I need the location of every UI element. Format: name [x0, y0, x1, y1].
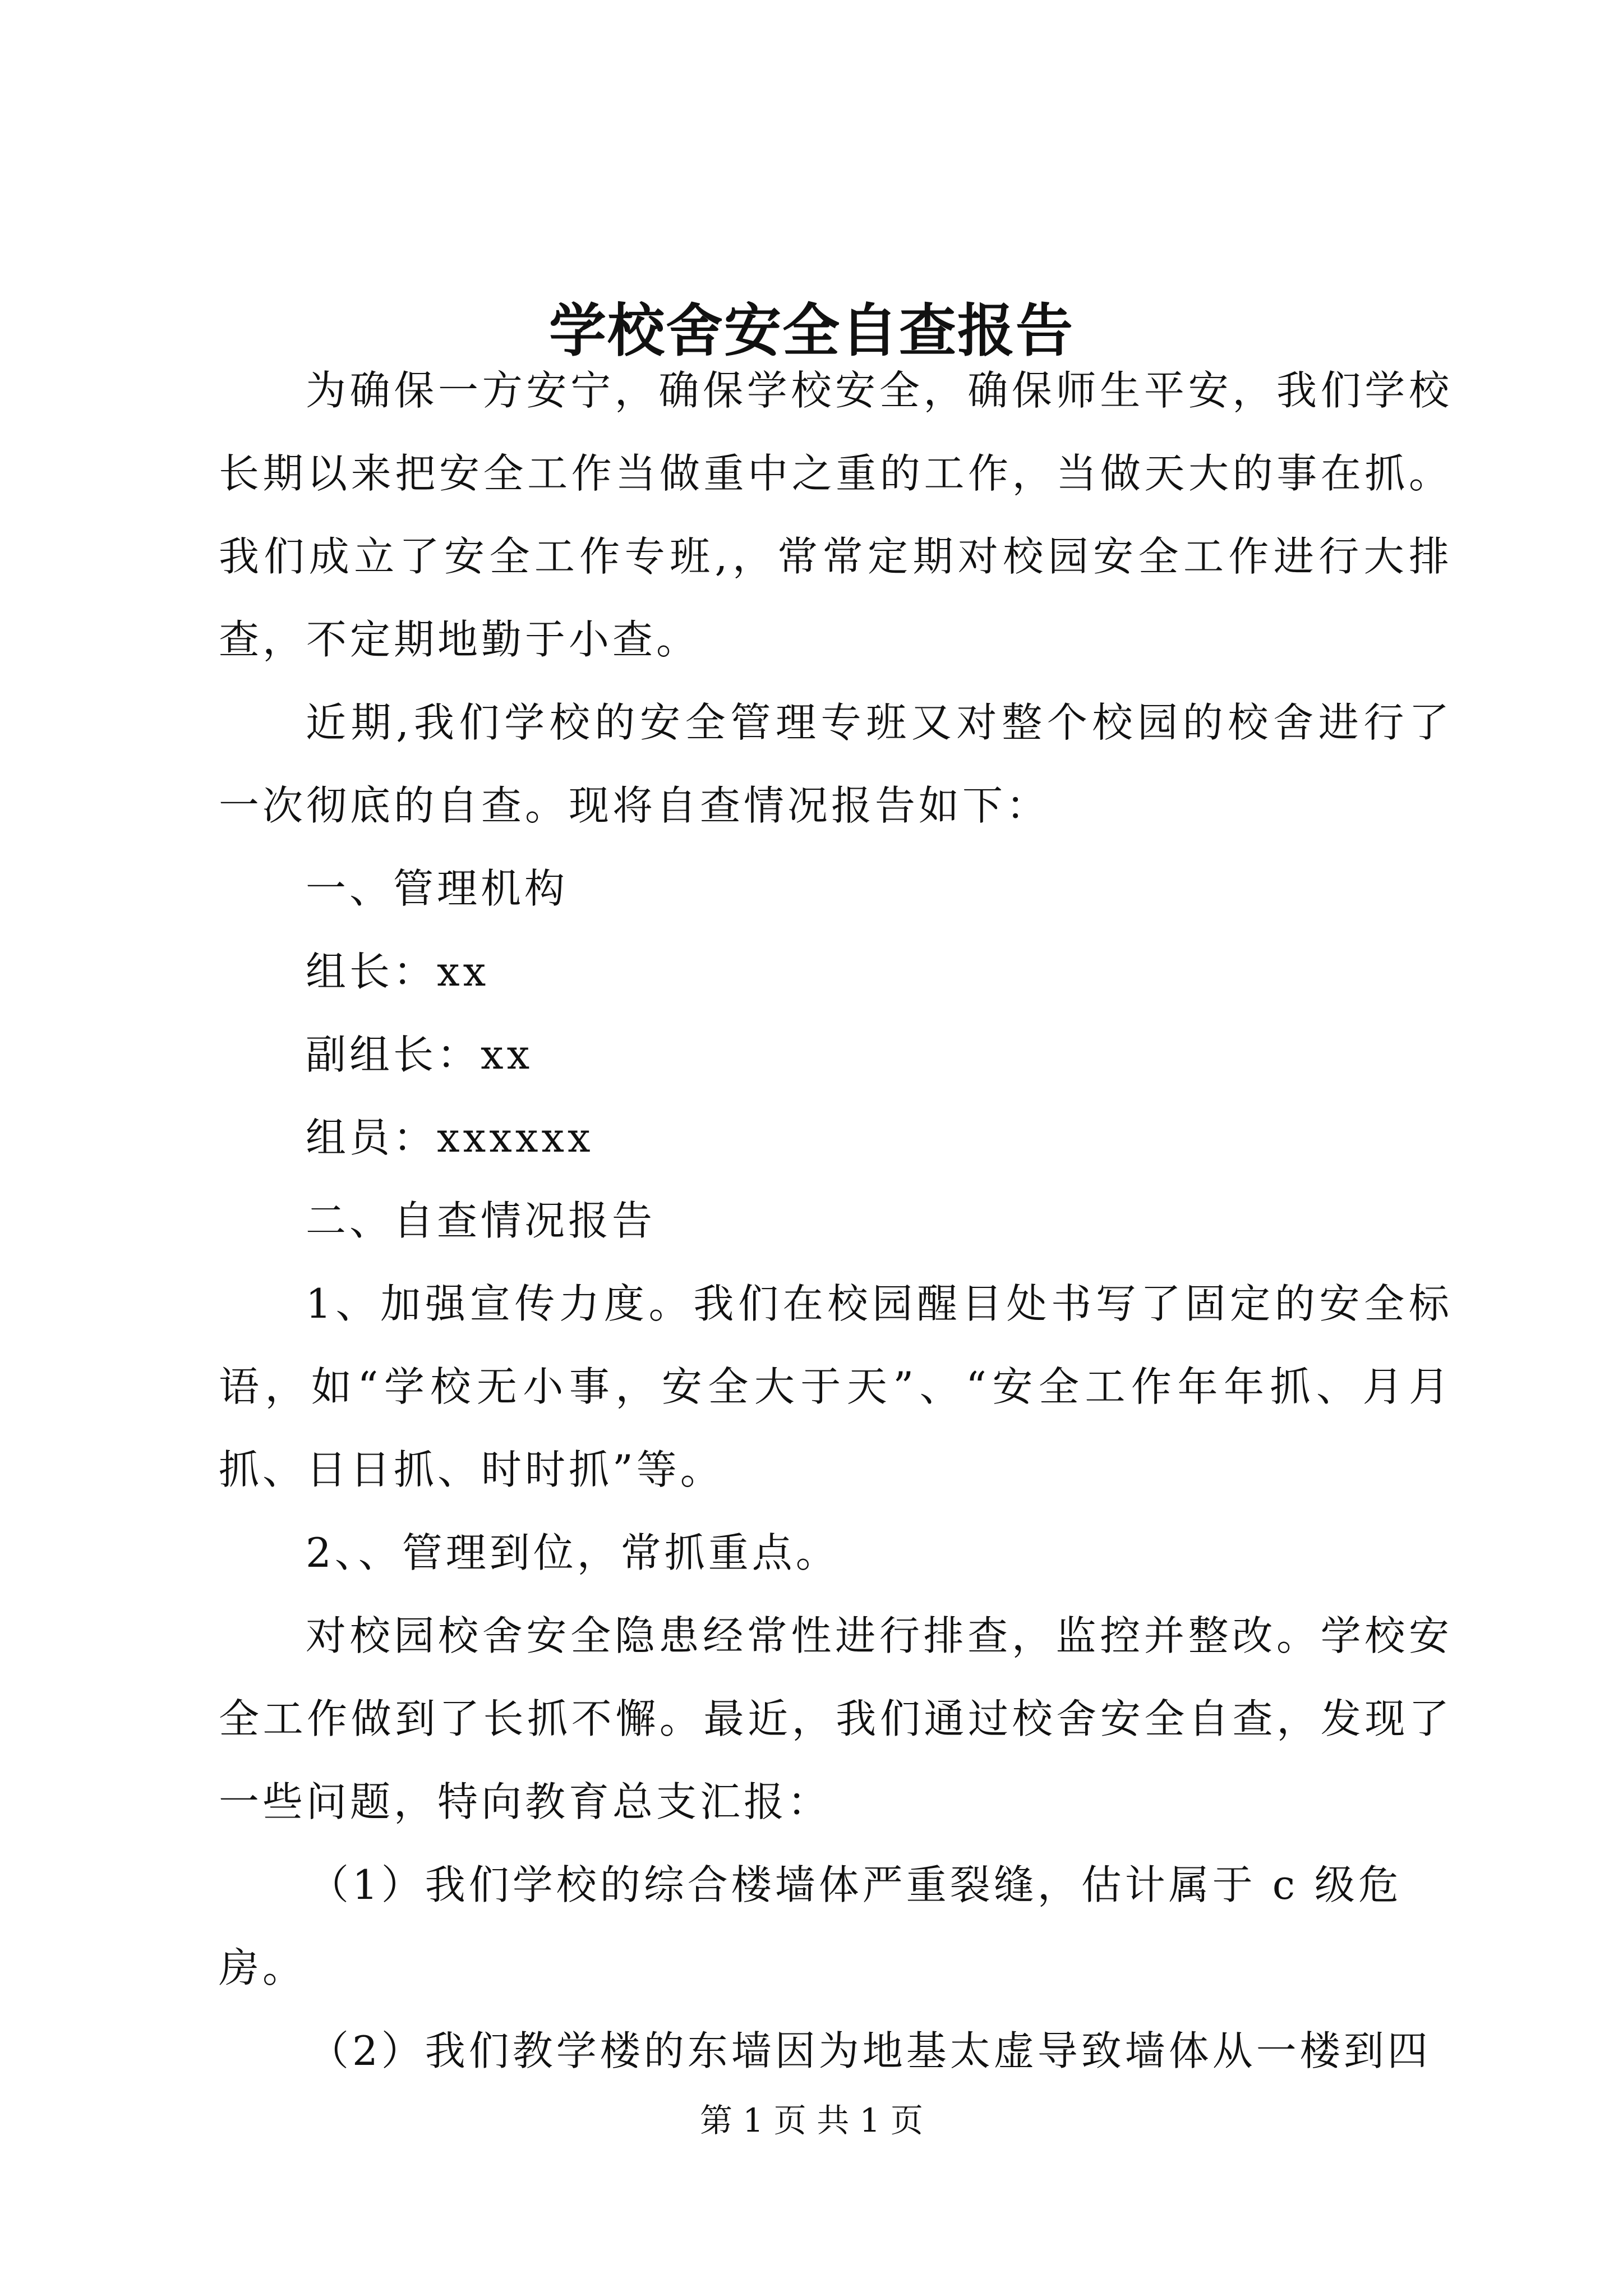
paragraph-item-1: 1、加强宣传力度。我们在校园醒目处书写了固定的安全标语，如“学校无小事，安全大于天”、“安全工作年年抓、月月抓、日日抓、时时抓”等。 — [219, 1280, 1453, 1493]
paragraph-intro: 为确保一方安宁，确保学校安全，确保师生平安，我们学校长期以来把安全工作当做重中之重的工作，当做天大的事在抓。我们成立了安全工作专班,，常常定期对校园安全工作进行大排查，不定期地勤于小查。 — [219, 367, 1453, 663]
paragraph-recent-check: 近期,我们学校的安全管理专班又对整个校园的校舍进行了一次彻底的自查。现将自查情况报告如下： — [219, 699, 1453, 829]
paragraph-inspection: 对校园校舍安全隐患经常性进行排查，监控并整改。学校安全工作做到了长抓不懈。最近，我们通过校舍安全自查，发现了一些问题，特向教育总支汇报： — [219, 1612, 1453, 1825]
section-heading-report: 二、自查情况报告 — [306, 1197, 656, 1244]
page-footer: 第 1 页 共 1 页 — [700, 2101, 923, 2139]
document-body — [219, 349, 1453, 2092]
members-line: 组员：xxxxxx — [306, 1114, 594, 1161]
deputy-leader-line: 副组长：xx — [306, 1031, 533, 1078]
group-leader-line: 组长：xx — [306, 948, 490, 995]
section-heading-management: 一、管理机构 — [306, 865, 569, 912]
paragraph-item-2: 2、、管理到位，常抓重点。 — [306, 1529, 840, 1576]
document-title: 学校舍安全自查报告 — [549, 297, 1074, 365]
paragraph-issue-2: （2）我们教学楼的东墙因为地基太虚导致墙体从一楼到四 — [308, 2027, 1431, 2074]
paragraph-issue-1: （1）我们学校的综合楼墙体严重裂缝，估计属于 c 级危房。 — [219, 1861, 1402, 1991]
